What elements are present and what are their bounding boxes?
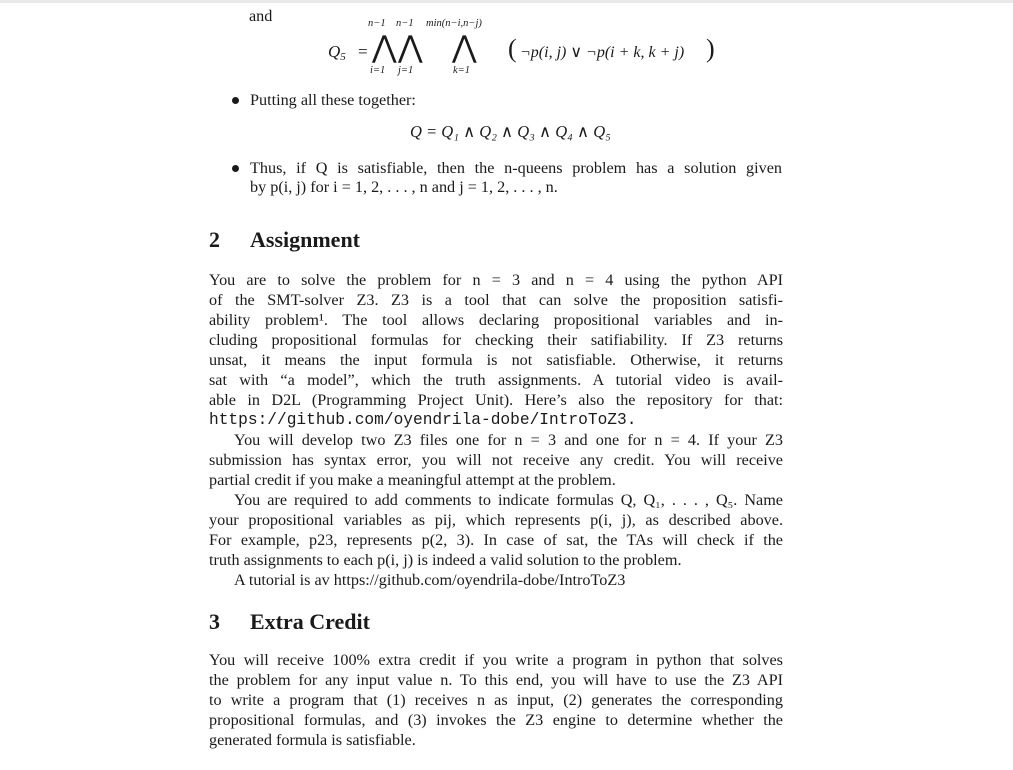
s2-p2-line: You will develop two Z3 files one for n = 3 and one for n = 4. If your Z3 (234, 431, 783, 449)
s2-p1-line: unsat, it means the input formula is not satisfiable. Otherwise, it returns (209, 351, 783, 369)
page-top-border (0, 0, 1013, 3)
s3-p1-line: propositional formulas, and (3) invokes the Z3 engine to determine whether the (209, 711, 783, 729)
big-wedge-2: ⋀ (398, 31, 423, 64)
s2-p1-line: ability problem¹. The tool allows declaring propositional variables and in- (209, 311, 783, 329)
q5-formula (328, 14, 728, 84)
s3-p1-line: to write a program that (1) receives n as input, (2) generates the corresponding (209, 691, 783, 709)
op2-upper: n−1 (396, 18, 414, 29)
s2-p1-line: of the SMT-solver Z3. Z3 is a tool that can solve the proposition satisfi- (209, 291, 783, 309)
section-3-title: Extra Credit (250, 609, 370, 634)
q5-body: ¬p(i, j) ∨ ¬p(i + k, k + j) (520, 44, 685, 61)
s2-p3-line: You are required to add comments to indicate formulas Q, Q₁, . . . , Q₅. Name (234, 491, 783, 509)
s2-p1-line: cluding propositional formulas for checking their satifiability. If Z3 returns (209, 331, 783, 349)
op2-lower: j=1 (398, 65, 414, 76)
bullet-thus-line-1: Thus, if Q is satisfiable, then the n-queens problem has a solution given (250, 159, 782, 177)
section-2-number: 2 (209, 227, 220, 252)
bullet-together: Putting all these together: (250, 91, 416, 109)
s3-p1-line: generated formula is satisfiable. (209, 731, 416, 749)
op3-upper: min(n−i,n−j) (426, 18, 482, 29)
s2-p2-line: submission has syntax error, you will not receive any credit. You will receive (209, 451, 783, 469)
s2-p2-line: partial credit if you make a meaningful attempt at the problem. (209, 471, 616, 489)
q-formula: Q = Q₁ ∧ Q₂ ∧ Q₃ ∧ Q₄ ∧ Q₅ (410, 122, 611, 141)
s2-p3-line: For example, p23, represents p(2, 3). In case of sat, the TAs will check if the (209, 531, 783, 549)
op1-lower: i=1 (370, 65, 386, 76)
q5-equals: = (358, 42, 368, 61)
q5-lhs: $Q_5$ (328, 42, 346, 63)
big-wedge-1: ⋀ (372, 31, 397, 64)
bullet-dot (232, 97, 239, 104)
section-2-title: Assignment (250, 227, 361, 252)
s2-p1-line: able in D2L (Programming Project Unit). Here’s also the repository for that: (209, 391, 783, 409)
tutorial-link[interactable]: A tutorial is av https://github.com/oyendrila-dobe/IntroToZ3 (234, 571, 626, 589)
section-3-number: 3 (209, 609, 220, 634)
s3-p1-line: the problem for any input value n. To this end, you will have to use the Z3 API (209, 671, 783, 689)
s2-p1-line: You are to solve the problem for n = 3 and n = 4 using the python API (209, 271, 783, 289)
s3-p1-line: You will receive 100% extra credit if you write a program in python that solves (209, 651, 783, 669)
s2-p1-line: sat with “a model”, which the truth assignments. A tutorial video is avail- (209, 371, 783, 389)
intro-word: and (249, 7, 273, 25)
repo-link[interactable]: https://github.com/oyendrila-dobe/IntroToZ3. (209, 411, 637, 429)
bullet-thus-line-2: by p(i, j) for i = 1, 2, . . . , n and j = 1, 2, . . . , n. (250, 178, 558, 196)
s2-p3-line: your propositional variables as pij, which represents p(i, j), as described above. (209, 511, 783, 529)
op3-lower: k=1 (453, 65, 470, 76)
left-paren: ( (508, 34, 517, 63)
op1-upper: n−1 (368, 18, 386, 29)
big-wedge-3: ⋀ (452, 31, 477, 64)
right-paren: ) (706, 34, 715, 63)
s2-p3-line: truth assignments to each p(i, j) is indeed a valid solution to the problem. (209, 551, 682, 569)
bullet-dot (232, 165, 239, 172)
